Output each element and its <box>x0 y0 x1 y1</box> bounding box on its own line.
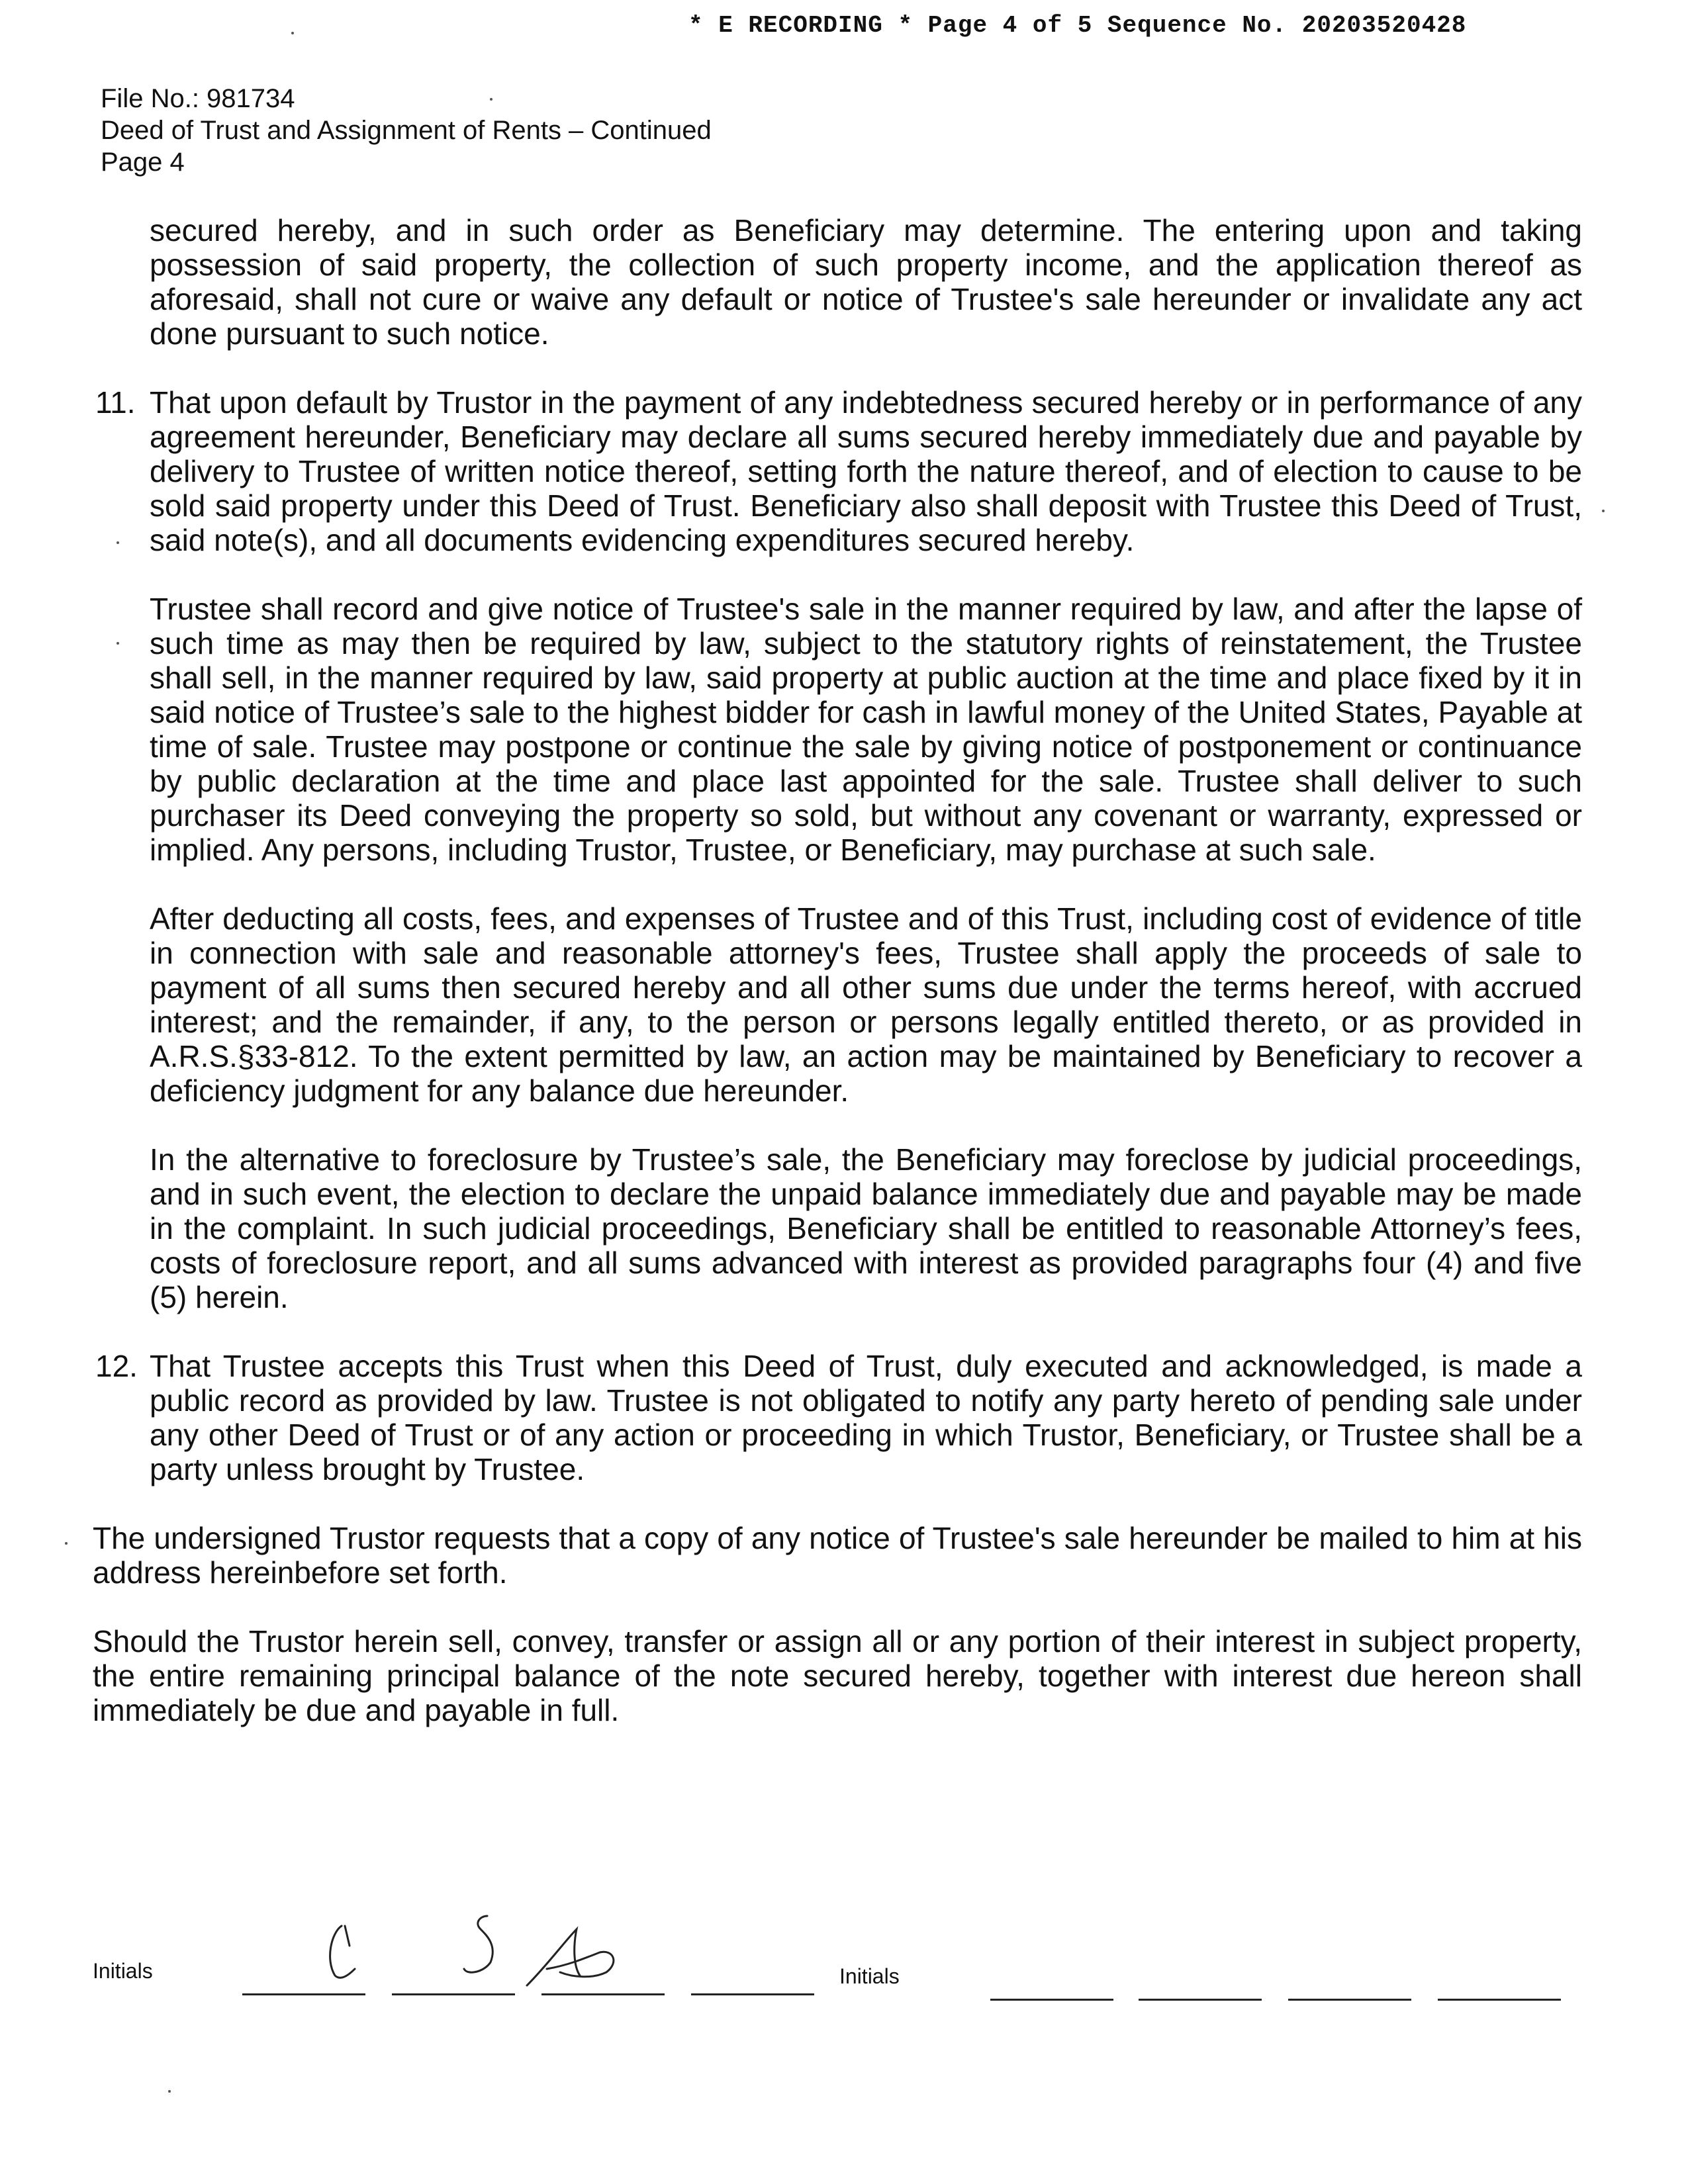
item-11-judicial-paragraph: In the alternative to foreclosure by Trustee’s sale, the Beneficiary may foreclose by judicial proceedings, and in such event, the election to declare the unpaid balance immediately due and payable may be made in the complaint. In such judicial proceedings, Beneficiary shall be entitled to reasonable Attorney’s fees, costs of foreclosure report, and all sums advanced with interest as provided paragraphs four (4) and five (5) herein. <box>150 1142 1582 1314</box>
initials-line[interactable] <box>1288 1999 1411 2001</box>
continuation-paragraph: secured hereby, and in such order as Beneficiary may determine. The entering upon and taking possession of said property, the collection of such property income, and the application thereof as aforesaid, shall not cure or waive any default or notice of Trustee's sale hereunder or invalidate any act done pursuant to such notice. <box>150 213 1582 351</box>
initials-line[interactable] <box>990 1999 1113 2001</box>
initials-line[interactable] <box>541 1993 665 1995</box>
left-initials-label: Initials <box>93 1959 153 1983</box>
scan-speck <box>490 98 492 101</box>
scan-speck <box>1602 510 1605 512</box>
right-initials-label: Initials <box>839 1964 900 1988</box>
document-header <box>101 83 712 178</box>
item-11-number: 11. <box>95 385 136 420</box>
scan-speck <box>168 2090 171 2093</box>
scan-speck <box>65 1542 68 1545</box>
item-11-proceeds-paragraph: After deducting all costs, fees, and expenses of Trustee and of this Trust, including cost of evidence of title in connection with sale and reasonable attorney's fees, Trustee shall apply the proceeds of sale to payment of all sums then secured hereby and all other sums due under the terms hereof, with accrued interest; and the remainder, if any, to the person or persons legally entitled thereto, or as provided in A.R.S.§33-812. To the extent permitted by law, an action may be maintained by Beneficiary to recover a deficiency judgment for any balance due hereunder. <box>150 901 1582 1108</box>
initials-line[interactable] <box>1139 1999 1262 2001</box>
file-number: File No.: 981734 <box>101 84 295 113</box>
item-12 <box>93 1349 1582 1486</box>
initials-line[interactable] <box>392 1993 515 1995</box>
page-number: Page 4 <box>101 148 185 177</box>
document-body <box>93 213 1582 1727</box>
item-11 <box>93 385 1582 557</box>
scan-speck <box>117 541 119 544</box>
notice-request-paragraph: The undersigned Trustor requests that a copy of any notice of Trustee's sale hereunder be mailed to him at his address hereinbefore set forth. <box>93 1521 1582 1590</box>
due-on-sale-paragraph: Should the Trustor herein sell, convey, transfer or assign all or any portion of their interest in subject property, the entire remaining principal balance of the note secured hereby, together with interest due hereon shall immediately be due and payable in full. <box>93 1624 1582 1727</box>
initials-line[interactable] <box>691 1993 814 1995</box>
initials-line[interactable] <box>1438 1999 1561 2001</box>
item-12-number: 12. <box>95 1349 138 1383</box>
scan-speck <box>117 642 119 645</box>
initials-line[interactable] <box>242 1993 365 1995</box>
item-11-sale-paragraph: Trustee shall record and give notice of Trustee's sale in the manner required by law, and after the lapse of such time as may then be required by law, subject to the statutory rights of reinstatement, the Trustee shall sell, in the manner required by law, said property at public auction at the time and place fixed by it in said notice of Trustee’s sale to the highest bidder for cash in lawful money of the United States, Payable at time of sale. Trustee may postpone or continue the sale by giving notice of postponement or continuance by public declaration at the time and place last appointed for the sale. Trustee shall deliver to such purchaser its Deed conveying the property so sold, but without any covenant or warranty, expressed or implied. Any persons, including Trustor, Trustee, or Beneficiary, may purchase at such sale. <box>150 592 1582 867</box>
scan-speck <box>291 32 294 34</box>
document-title: Deed of Trust and Assignment of Rents – Continued <box>101 116 712 145</box>
handwritten-initials <box>322 1906 639 1992</box>
item-12-text: That Trustee accepts this Trust when this Deed of Trust, duly executed and acknowledged, is made a public record as provided by law. Trustee is not obligated to notify any party hereto of pending sale under any other Deed of Trust or of any action or proceeding in which Trustor, Beneficiary, or Trustee shall be a party unless brought by Trustee. <box>150 1349 1582 1486</box>
recording-header: * E RECORDING * Page 4 of 5 Sequence No. 20203520428 <box>688 12 1467 39</box>
item-11-text: That upon default by Trustor in the payment of any indebtedness secured hereby or in performance of any agreement hereunder, Beneficiary may declare all sums secured hereby immediately due and payable by delivery to Trustee of written notice thereof, setting forth the nature thereof, and of election to cause to be sold said property under this Deed of Trust. Beneficiary also shall deposit with Trustee this Deed of Trust, said note(s), and all documents evidencing expenditures secured hereby. <box>150 385 1582 557</box>
